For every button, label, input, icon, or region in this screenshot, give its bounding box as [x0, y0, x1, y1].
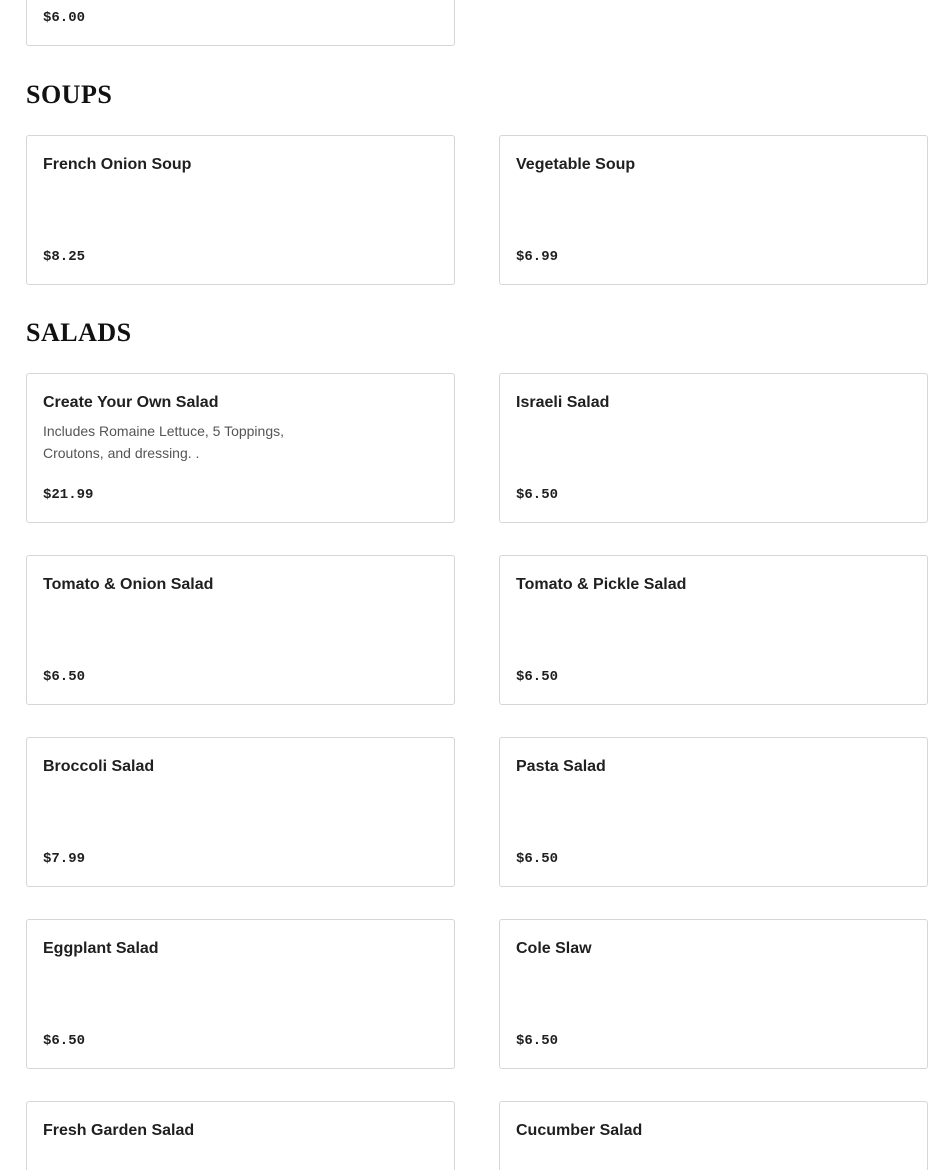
menu-item-card[interactable]	[499, 919, 928, 1069]
item-price: $6.50	[516, 1033, 559, 1049]
item-price: $6.99	[516, 249, 559, 265]
menu-item-card[interactable]	[26, 919, 455, 1069]
menu-item-card[interactable]	[26, 135, 455, 285]
item-description: Includes Romaine Lettuce, 5 Toppings, Croutons, and dressing. .	[43, 423, 285, 461]
item-name: Cole Slaw	[516, 940, 592, 957]
item-name: Pasta Salad	[516, 758, 606, 775]
item-name: Create Your Own Salad	[43, 394, 219, 411]
menu-item-card[interactable]	[499, 1101, 928, 1170]
item-name: Tomato & Pickle Salad	[516, 576, 687, 593]
menu-item-card[interactable]	[499, 737, 928, 887]
item-name: Fresh Garden Salad	[43, 1122, 195, 1139]
item-name: Cucumber Salad	[516, 1122, 643, 1139]
menu-item-card[interactable]	[26, 0, 455, 46]
section-heading-soups: SOUPS	[26, 80, 113, 109]
item-price: $6.00	[43, 10, 86, 26]
menu-item-card[interactable]	[26, 373, 455, 523]
item-price: $6.50	[516, 851, 559, 867]
item-price: $6.50	[43, 669, 86, 685]
item-name: Israeli Salad	[516, 394, 610, 411]
item-price: $8.25	[43, 249, 86, 265]
item-name: Eggplant Salad	[43, 940, 159, 957]
menu-item-card[interactable]	[499, 135, 928, 285]
item-name: French Onion Soup	[43, 156, 192, 173]
item-price: $21.99	[43, 487, 94, 503]
menu-item-card[interactable]	[26, 555, 455, 705]
menu-item-card[interactable]	[499, 373, 928, 523]
menu-item-card[interactable]	[26, 737, 455, 887]
menu-item-card[interactable]	[499, 555, 928, 705]
section-heading-salads: SALADS	[26, 318, 132, 347]
item-price: $6.50	[516, 669, 559, 685]
item-name: Tomato & Onion Salad	[43, 576, 214, 593]
item-name: Broccoli Salad	[43, 758, 155, 775]
item-price: $7.99	[43, 851, 86, 867]
item-price: $6.50	[516, 487, 559, 503]
item-price: $6.50	[43, 1033, 86, 1049]
menu-item-card[interactable]	[26, 1101, 455, 1170]
item-name: Vegetable Soup	[516, 156, 636, 173]
